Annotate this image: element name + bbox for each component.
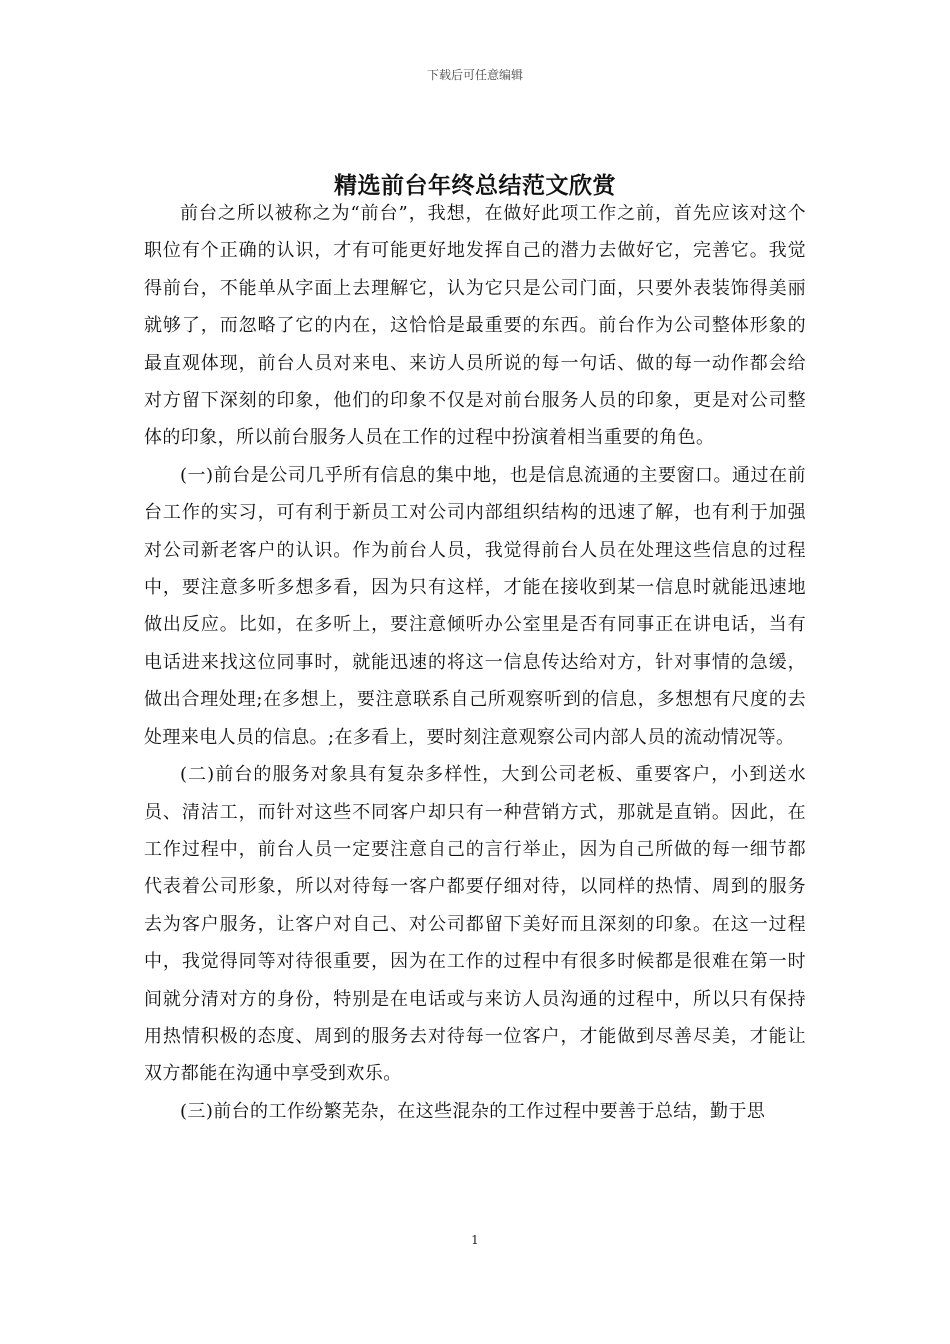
document-body	[144, 195, 806, 1130]
paragraph-section-2: (二)前台的服务对象具有复杂多样性，大到公司老板、重要客户，小到送水员、清洁工，而针对这些不同客户却只有一种营销方式，那就是直销。因此，在工作过程中，前台人员一定要注意自己的言行举止，因为自己所做的每一细节都代表着公司形象，所以对待每一客户都要仔细对待，以同样的热情、周到的服务去为客户服务，让客户对自己、对公司都留下美好而且深刻的印象。在这一过程中，我觉得同等对待很重要，因为在工作的过程中有很多时候都是很难在第一时间就分清对方的身份，特别是在电话或与来访人员沟通的过程中，所以只有保持用热情积极的态度、周到的服务去对待每一位客户，才能做到尽善尽美，才能让双方都能在沟通中享受到欢乐。	[144, 764, 806, 1085]
document-title: 精选前台年终总结范文欣赏	[334, 172, 616, 200]
page-header-note: 下载后可任意编辑	[426, 68, 523, 82]
paragraph-section-1: (一)前台是公司几乎所有信息的集中地，也是信息流通的主要窗口。通过在前台工作的实习，可有利于新员工对公司内部组织结构的迅速了解，也有利于加强对公司新老客户的认识。作为前台人员，我觉得前台人员在处理这些信息的过程中，要注意多听多想多看，因为只有这样，才能在接收到某一信息时就能迅速地做出反应。比如，在多听上，要注意倾听办公室里是否有同事正在讲电话，当有电话进来找这位同事时，就能迅速的将这一信息传达给对方，针对事情的急缓，做出合理处理;在多想上，要注意联系自己所观察听到的信息，多想想有尺度的去处理来电人员的信息。;在多看上，要时刻注意观察公司内部人员的流动情况等。	[144, 464, 806, 748]
paragraph-intro: 前台之所以被称之为“前台”，我想，在做好此项工作之前，首先应该对这个职位有个正确的认识，才有可能更好地发挥自己的潜力去做好它，完善它。我觉得前台，不能单从字面上去理解它，认为它只是公司门面，只要外表装饰得美丽就够了，而忽略了它的内在，这恰恰是最重要的东西。前台作为公司整体形象的最直观体现，前台人员对来电、来访人员所说的每一句话、做的每一动作都会给对方留下深刻的印象，他们的印象不仅是对前台服务人员的印象，更是对公司整体的印象，所以前台服务人员在工作的过程中扮演着相当重要的角色。	[144, 203, 806, 449]
paragraph-section-3: (三)前台的工作纷繁芜杂，在这些混杂的工作过程中要善于总结，勤于思	[180, 1100, 766, 1122]
page-number: 1	[471, 1233, 479, 1247]
